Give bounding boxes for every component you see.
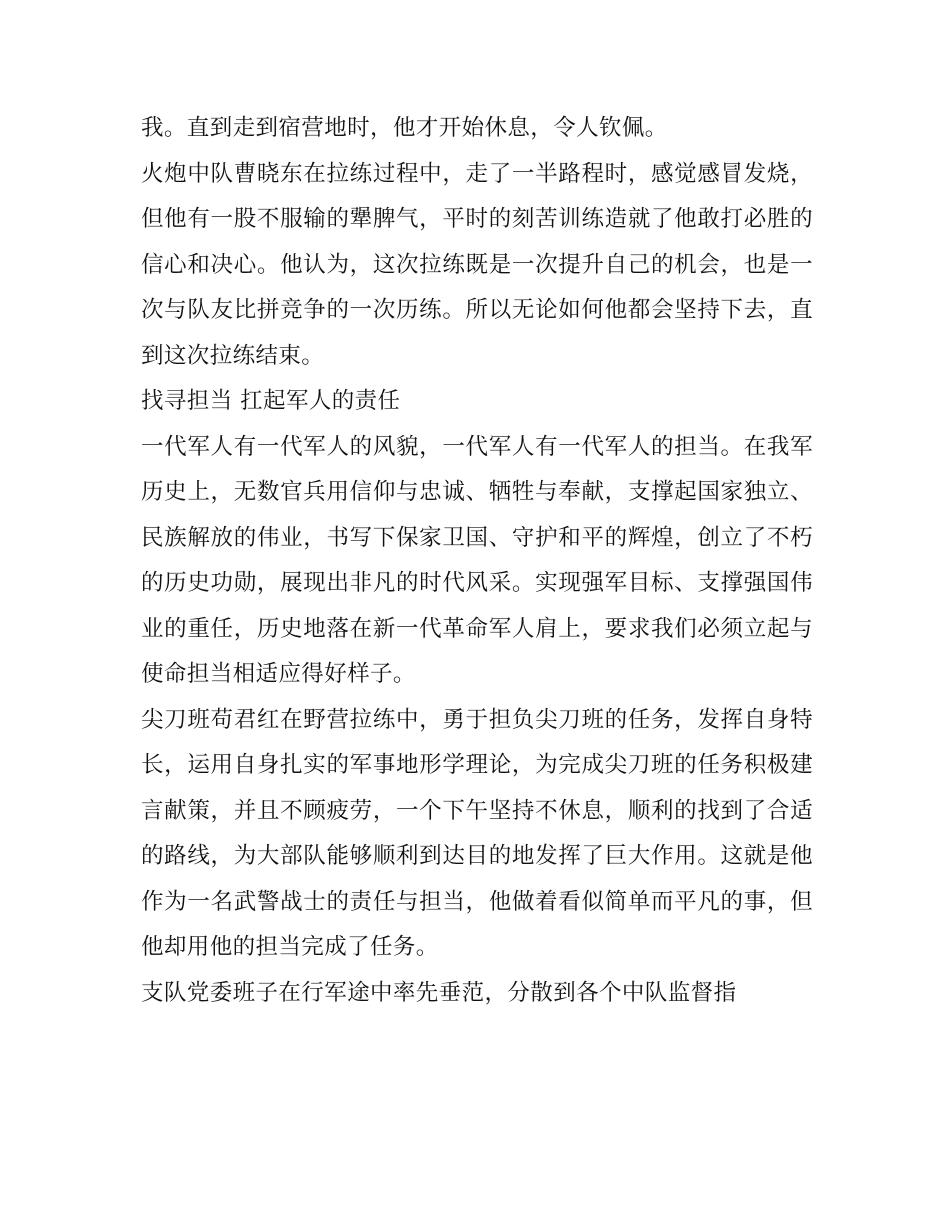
document-body: [141, 106, 813, 1016]
paragraph-cao-xiaodong: 火炮中队曹晓东在拉练过程中，走了一半路程时，感觉感冒发烧，但他有一股不服输的犟脾气，平时的刻苦训练造就了他敢打必胜的信心和决心。他认为，这次拉练既是一次提升自己的机会，也是一次与队友比拼竞争的一次历练。所以无论如何他都会坚持下去，直到这次拉练结束。: [141, 160, 813, 369]
paragraph-party-committee: 支队党委班子在行军途中率先垂范，分散到各个中队监督指: [141, 979, 737, 1006]
paragraph-continuation: 我。直到走到宿营地时，他才开始休息，令人钦佩。: [141, 115, 668, 141]
section-heading: 找寻担当 扛起军人的责任: [141, 388, 401, 414]
paragraph-gou-junhong: 尖刀班苟君红在野营拉练中，勇于担负尖刀班的任务，发挥自身特长，运用自身扎实的军事地形学理论，为完成尖刀班的任务积极建言献策，并且不顾疲劳，一个下午坚持不休息，顺利的找到了合适的路线，为大部队能够顺利到达目的地发挥了巨大作用。这就是他作为一名武警战士的责任与担当，他做着看似简单而平凡的事，但他却用他的担当完成了任务。: [141, 706, 813, 960]
paragraph-military-responsibility: 一代军人有一代军人的风貌，一代军人有一代军人的担当。在我军历史上，无数官兵用信仰与忠诚、牺牲与奉献，支撑起国家独立、民族解放的伟业，书写下保家卫国、守护和平的辉煌，创立了不朽的历史功勋，展现出非凡的时代风采。实现强军目标、支撑强国伟业的重任，历史地落在新一代革命军人肩上，要求我们必须立起与使命担当相适应得好样子。: [141, 433, 813, 687]
